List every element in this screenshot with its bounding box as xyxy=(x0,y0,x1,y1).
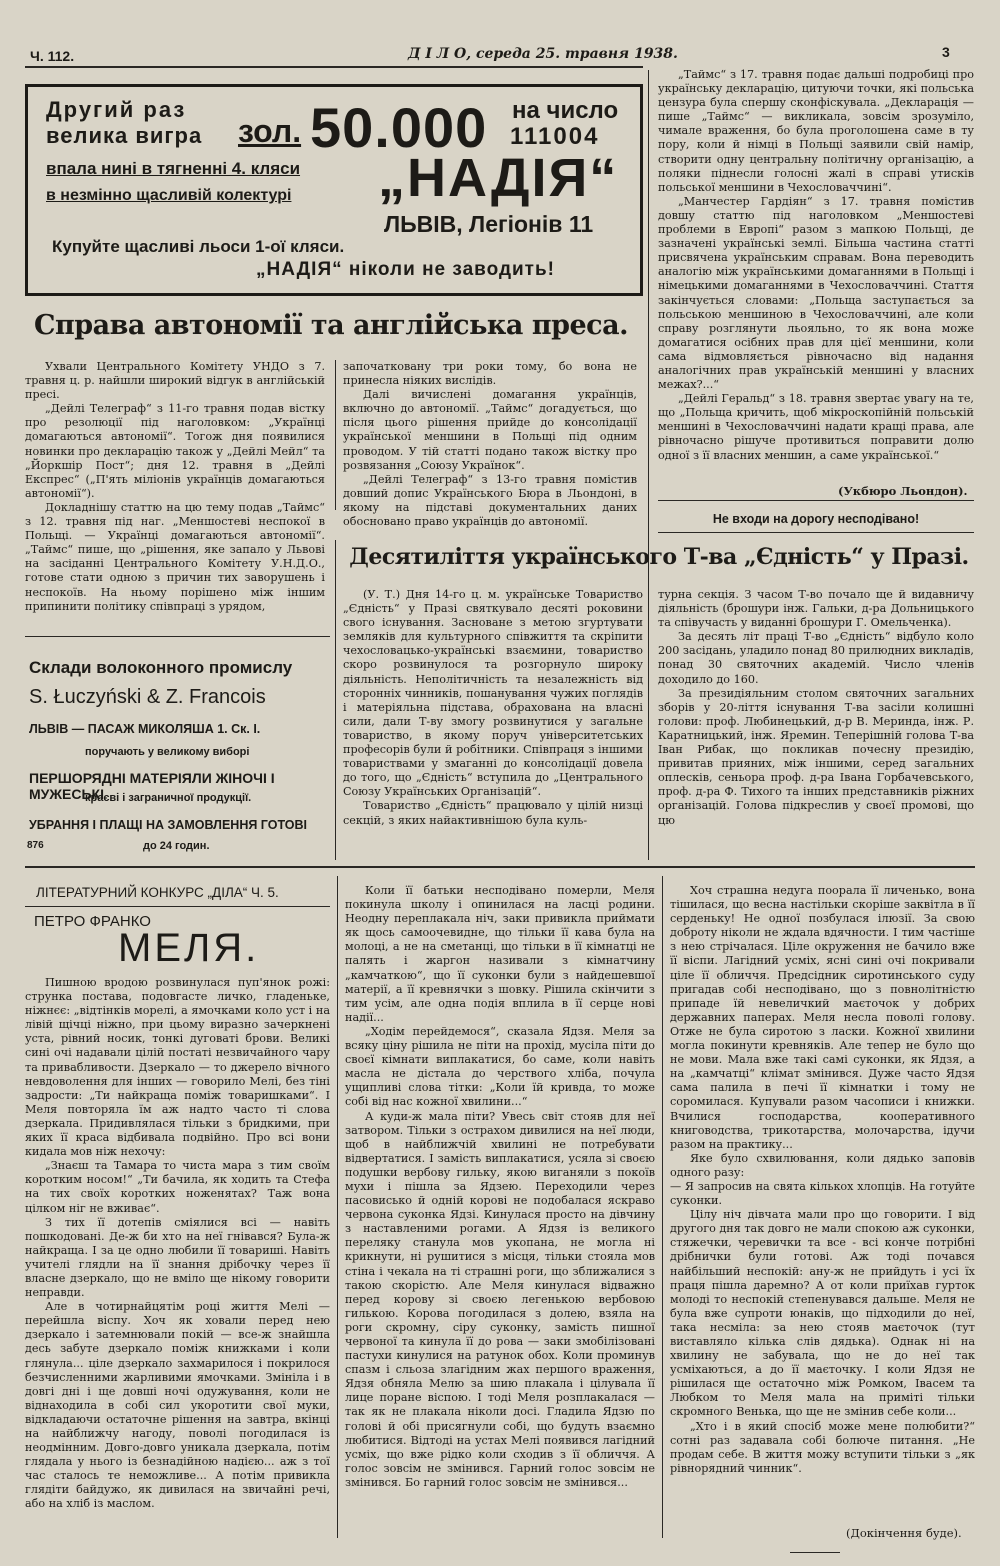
paragraph: З тих її дотепів сміялися всі — навіть пошкодовані. Де-ж би хто на неї гнівався? Була-ж найкраща. І за це одно любили її товариші. Навіть учителі глядли на її знання дрібочку через її власне дзеркало, що не вміло ще нікому говорити неправди. xyxy=(25,1215,330,1300)
ad-luczynski-address: ЛЬВІВ — ПАСАЖ МИКОЛЯША 1. Ск. І. xyxy=(29,722,261,736)
story-col3 xyxy=(670,884,975,1516)
paragraph: „Дейлі Геральд“ з 18. травня звертає увагу на те, що „Польща кричить, щоб мікроскопійній польській меншині в Чехословаччині надати кращі права, але рівночасно рішуче противиться поправити долю одної з її власних меншин, а саме української.“ xyxy=(658,392,974,462)
story-col2 xyxy=(345,884,655,1548)
notice-rule-bottom xyxy=(658,532,974,533)
article-autonomy-col2 xyxy=(343,360,637,530)
column-divider xyxy=(335,360,336,510)
paragraph: Коли її батьки несподівано померли, Меля покинула школу і опинилася на ласці родини. Неодну переплакала ніч, заки привикла приймати як щось самоочевидне, що тільки її кава була на молоці, а не на сметанці, що тільки в її кімнатці не палять і жаргон називали з кімнатчину „камчаткою“, що її суконки були з найдешевшої матерії, а її кревнячки з шовку. Рішила скінчити з тим усім, але одна подія вплила в її серце нові надії... xyxy=(345,884,655,1024)
column-divider xyxy=(335,540,336,860)
story-continued: (Докінчення буде). xyxy=(846,1526,962,1540)
ad-nadia-line6: „НАДІЯ“ ніколи не заводить! xyxy=(256,259,555,280)
paragraph: „Дейлі Телеграф“ з 13-го травня помістив довший допис Українського Бюра в Льондоні, в якому на підставі документальних даних обосновано право українців до автономії. xyxy=(343,472,637,529)
ad-nadia-address: ЛЬВІВ, Легіонів 11 xyxy=(384,211,594,237)
article-autonomy-col1 xyxy=(25,360,325,624)
paragraph: „Ходім перейдемося“, сказала Ядзя. Меля за всяку ціну рішила не піти на прохід, мусіла піти до своєї кімнати виплакатися, бо саме, коли навіть масла не дістала до черствого хліба, почула ущипливі слова тітки: „Коли їй кривда, то може собі від нас кожної хвилини...“ xyxy=(345,1024,655,1109)
section-rule xyxy=(25,866,975,868)
ad-nadia-zol: зол. xyxy=(238,113,302,149)
paragraph: Далі вичислені домагання українців, включно до автономії. „Таймс“ догадується, що після цього рішення прийде до консолідації української меншини в Польщі під одним проводом. У тій статті подано також вістку про розвязання „Союзу Українок“. xyxy=(343,388,637,472)
page-number-left: Ч. 112. xyxy=(30,48,75,64)
paragraph: За президіяльним столом святочних загальних зборів у 20-ліття існування Т-ва засіли колишні голови: проф. Любинецький, д-р В. Меринда, інж. Р. Каратницький, інж. Яремин. Теперішній голова Т-ва Іван Рибак, що покликав почесну президію, привитав прияних, між іншими, серед загальних оплесків, сеньора проф. д-ра Івана Горбачевського, проф. д-ра Ф. Тихого та інших представників ріжних організацій. Голова підкреслив у своєї промові, що цю xyxy=(658,686,974,827)
masthead-date: Д І Л О, середа 25. травня 1938. xyxy=(408,46,678,62)
article-autonomy-title: Справа автономії та англійська преса. xyxy=(34,310,628,341)
paragraph: започатковану три роки тому, бо вона не принесла ніяких вислідів. xyxy=(343,360,637,388)
story-author: ПЕТРО ФРАНКО xyxy=(34,913,151,930)
paragraph: А куди-ж мала піти? Увесь світ стояв для неї затвором. Тільки з острахом дивилися на неї люди, щоб в найближчій хвилині не потребувати відвертатися. І замість виплакатися, усяла зі своєю подушки вербову гильку, якою виганяли з покоїв мухи і пішла за Ядзею. Переходили через пасовисько й одній корові не подобалася яскраво червона суконка Ядзі. Кинулася просто на дівчину з наставленими рогами. А Ядзя із великого переляку станула мов укопана, не могла ні крикнути, ні рушитися з місця, тільки стояла мов стіна і чекала на ті страшні роги, що зближалися з такою скорістю. Але Меля кинулася відважно перед корову зі своєю легенькою вербовою гилькою. Корова погодилася з долею, взяла на роги скромну, сіру суконку, замість пишної червоної та кинула її до рова — заки змобілізовані пастухи кинулися на ратунок обох. Коли проминув спазм і сльоза злагідним жах першого враження, Ядзя обняла Мелю за шию плакала і цілувала її лице поране віспою. І тоді Меля розплакалася — так як не плакала ніколи досі. Гладила Ядзю по голові й обі присягнули собі, що будуть взаємно любитися. Відтоді на устах Мелі появився лагідний усміх, що вже рідко коли сходив з її обличчя. А голос зовсім не змінився. Гарний голос зовсім не змінився. Бо гарний голос зовсім не змінився... xyxy=(345,1109,655,1489)
article-ednist-title: Десятиліття українського Т-ва „Єдність“ у Празі. xyxy=(349,544,969,570)
ad-luczynski-line5: до 24 годин. xyxy=(143,840,210,852)
paragraph: Докладнішу статтю на цю тему подав „Таймс“ з 12. травня під наг. „Меншостеві неспокої в Польщі. — Українці домагаються автономії“. „Таймс“ пише, що „рішення, яке запало у Львові на засіданні Центрального Комітету У.Н.Д.О., готове стати одною з причин тих заворушень і неспокоїв. На ньому порішено між іншим припинити політику співпраці з урядом, xyxy=(25,500,325,613)
paragraph: „Хто і в який спосіб може мене полюбити?“ сотні раз задавала собі болюче питання. „Не продам себе. В життя можу вступити тільки з „як рівнорядний чинник“. xyxy=(670,1419,975,1475)
ad-luczynski-code: 876 xyxy=(27,840,44,851)
ad-nadia-line5: Купуйте щасливі льоси 1-ої кляси. xyxy=(52,237,345,256)
paragraph: Але в чотирнайцятім році життя Мелі — перейшла віспу. Хоч як ховали перед нею дзеркало і затемнювали покій — все-ж знайшла десь забуте дзеркало поміж книжками і коли глянула... ціле дзеркало захмарилося і покрилося безчисленними жарливими ямочками. Змініла і в довгі дні і ще довші ночі одужування, коли не віднаходила в собі сил укоротити свої муки, відкладаючи остаточне рішення на завтра, вкінці на найближчу нагоду, поволі погодилася із неодмінним. Довго-довго уникала дзеркала, потім глядала у нього із безнадійною надією... аж з тої час сталось те неможливе... А потім привикла глядіти байдужо, як дивилася на звичайні речі, або на хліб із маслом. xyxy=(25,1300,330,1511)
ad-luczynski-line1: поручають у великому виборі xyxy=(85,746,250,758)
paragraph: „Дейлі Телеграф“ з 11-го травня подав вістку про резолюції під наголовком: „Українці домагаються автономії“. Тогож дня появилися новинки про декларацію також у „Дейлі Мейл“ та „Йоркшір Пост“; дня 12. травня в „Дейлі Експрес“ („П'ять міліонів українців домагаються автономії“). xyxy=(25,402,325,500)
paragraph: Хоч страшна недуга поорала її личенько, вона тішилася, що весна настільки скоріше заквітла в її серденьку! Не одної позбулася ілюзії. За свою доброту ніколи не ждала вдячности. І тим частіше з нею стрічалася. Ціле окруження не бачило вже її віспи. Лагідний усміх, ясні сині очі покривали ціле її обличчя. Предсідник сиротинського суду пригадав собі несподівано, що з повнолітністю припаде їй невеличкий маєточок у добрих державних паперах. Меля несла поволі голову. Отже не була сиротою з ласки. Кожної хвилини могла покинути кревняків. Але тепер не було що не мови. Мала вже такі самі суконки, як Ядзя, а на „камчатці“ клімат змінився. Дуже часто Ядзя сама палила в печі її кімнатки і тому не соромилася. Купували разом часописи і книжки. Вчилися господарства, кооперативного книговодства, трикотарства, молочарства, ідучи разом на практику... xyxy=(670,884,975,1151)
paragraph: „Знаєш та Тамара то чиста мара з тим своїм коротким носом!“ „Ти бачила, як ходить та Стефа на тих своїх коротких ноженятах? Таж вона цілком ніг не вживає“. xyxy=(25,1159,330,1215)
ad-nadia xyxy=(25,84,643,296)
paragraph: (У. Т.) Дня 14-го ц. м. українське Товариство „Єдність“ у Празі святкувало десяті роковини свого існування. Засноване з метою згуртувати земляків для культурного співжиття та скріпити чехословацько-українські взаємини, товариство скоро розвинулося та розгорнуло широку діяльність. Неполітичність та незалежність від сторонніх чинників, пошанування чужих поглядів і матеріяльна підстава, обрахована на власні сили, дали Т-ву змогу розвинутися у загальне товариство, в якому поруч університетських професорів були й робітники. Співпраця з іншими товариствами у змаганні до консолідації довела до того, що „Єдність“ вступила до „Центрального Союзу Українських Організацій“. xyxy=(343,588,643,799)
story-end-ornament xyxy=(790,1552,840,1553)
story-series: ЛІТЕРАТУРНИЙ КОНКУРС „ДІЛА“ Ч. 5. xyxy=(36,885,279,900)
column-divider xyxy=(337,876,338,1538)
notice-rule-top xyxy=(658,500,974,501)
article-ednist-col1 xyxy=(343,588,643,850)
ad-luczynski-title: Склади волоконного промислу xyxy=(29,658,293,677)
ad-nadia-brand: „НАДІЯ“ xyxy=(378,148,619,208)
paragraph: турна секція. З часом Т-во почало ще й видавничу діяльність (брошури інж. Гальки, д-ра Дольницького та співучасть у виданні брошури Г. Омельченка). xyxy=(658,588,974,630)
ad-luczynski-line3: краєві і заграничної продукції. xyxy=(85,792,252,804)
paragraph: „Манчестер Гардіян“ з 17. травня помістив довшу статтю під наголовком „Меншостеві проблеми в Европі“ разом з мапкою Польщі, де зазначені українські землі. Більша частина статті присвячена українським справам. Вона переводить аналогію між українськими домаганнями в Польщі і німецькими домаганнями в Чехословаччині. Стаття закінчується словами: „Польща заступається за польською меншиною в Чехословаччині, але коли справу розглянути льояльно, то як вона може домагатися осібних прав для цієї меншини, коли сама відмовляється рівночасно від надання аналогічних прав українській меншині у власних межах?...“ xyxy=(658,194,974,392)
paragraph: Цілу ніч дівчата мали про що говорити. І від другого дня так довго не мали спокою аж суконки, стяжечки, черевички та все - всі конче потрібні дрібнички були готові. Аж тоді почався найбільший неспокій: ану-ж не прийдуть і усі їх праця пішла даремно? А от коли приїхав гурток молоді то неспокій степенувався дальше. Меля не була вже супроти юнаків, що підходили до неї, така несміла: за нею стояв маєточок (тут виставляло кілька слів дядька). Однак ні на хвилину не забувала, що не до неї так усміхаються, а до її маєточку. І коли Ядзя не рішилася ще остаточно між Ромком, Івасем та Любком то Меля мала на приміті тільки скромного Венька, що ще не змінив себе коли... xyxy=(670,1208,975,1419)
column-divider xyxy=(648,70,649,860)
article-ednist-col2 xyxy=(658,588,974,850)
ad-nadia-number: 111004 xyxy=(510,123,600,150)
paragraph: Яке було схвилювання, коли дядько заповів одного разу: xyxy=(670,1151,975,1179)
ad-nadia-number-label: на число xyxy=(512,97,619,124)
page-number-right: 3 xyxy=(942,44,950,60)
ad-luczynski-firm: S. Łuczyński & Z. Francois xyxy=(29,686,266,708)
story-series-rule xyxy=(25,906,330,907)
ad-nadia-line3: впала нині в тягненні 4. кляси xyxy=(46,159,301,178)
header-rule xyxy=(25,66,643,68)
notice-text: Не входи на дорогу несподівано! xyxy=(712,512,920,526)
story-title: МЕЛЯ. xyxy=(118,926,260,970)
paragraph: Ухвали Центрального Комітету УНДО з 7. травня ц. р. найшли широкий відгук в англійській пресі. xyxy=(25,360,325,402)
paragraph: Пишною вродою розвинулася пуп'янок рожі: струнка постава, подовгасте личко, гладеньке, ніжнєє: „відтінків морелі, а ямочками коло уст і на лівій щічці ніжно, при цьому виразно зачеркнені уста, рівний носик, тонкі дуговаті брови. Великі сині очі надавали цілій постаті незвичайного чару та привабливости. Дзеркало — то джерело вічного невдоволення для інших — говорило Мелі, без тіні задрости: „Ти найкраща поміж товаришками“. І Меля повторяла їм аж надто часто ті слова дзеркала. Придивлялася тільки з бридкими, при яких її краса відбивала подвійно. Про всі вони кидала мов ніж нехочу: xyxy=(25,976,330,1159)
ad-nadia-line2: велика вигра xyxy=(46,123,203,148)
ad-nadia-line4: в незмінно щасливій колектурі xyxy=(46,187,292,204)
ad-nadia-line1: Другий раз xyxy=(46,97,187,122)
ad-luczynski-line4: УБРАННЯ І ПЛАЩІ НА ЗАМОВЛЕННЯ ГОТОВІ xyxy=(29,818,307,832)
column-divider xyxy=(662,876,663,1538)
paragraph: „Таймс“ з 17. травня подає дальші подробиці про українську декларацію, цитуючи точки, які польська цензура була спершу сконфіскувала. „Декларація — пише „Таймс“ — викликала, зовсім зрозуміло, чимале враження, бо була проголошена саме в ту пору, коли й німці в Польщі заявили свій намір, створити одну центральну політичну організацію, а поляки піднесли голосні жалі в справі утисків польської меншини в Чехословаччині“. xyxy=(658,68,974,194)
paragraph: За десять літ праці Т-во „Єдність“ відбуло коло 200 засідань, уладило понад 80 прилюдних викладів, понад 30 святочних академій. Число членів доходило до 160. xyxy=(658,630,974,686)
article-autonomy-col3 xyxy=(658,68,974,488)
ad-nadia-amount: 50.000 xyxy=(310,96,488,159)
ad-luczynski-line2: ПЕРШОРЯДНІ МАТЕРІЯЛИ ЖІНОЧІ І МУЖЕСЬКІ xyxy=(29,770,275,802)
ad-luczynski-rule xyxy=(25,636,330,637)
story-col1 xyxy=(25,976,330,1516)
ad-luczynski xyxy=(25,640,330,860)
paragraph: Товариство „Єдність“ працювало у цілій низці секцій, з яких найактивнішою була куль- xyxy=(343,799,643,827)
paragraph: — Я запросив на свята кількох хлопців. На готуйте суконки. xyxy=(670,1179,975,1208)
article-autonomy-signature: (Укбюро Льондон). xyxy=(838,484,968,498)
